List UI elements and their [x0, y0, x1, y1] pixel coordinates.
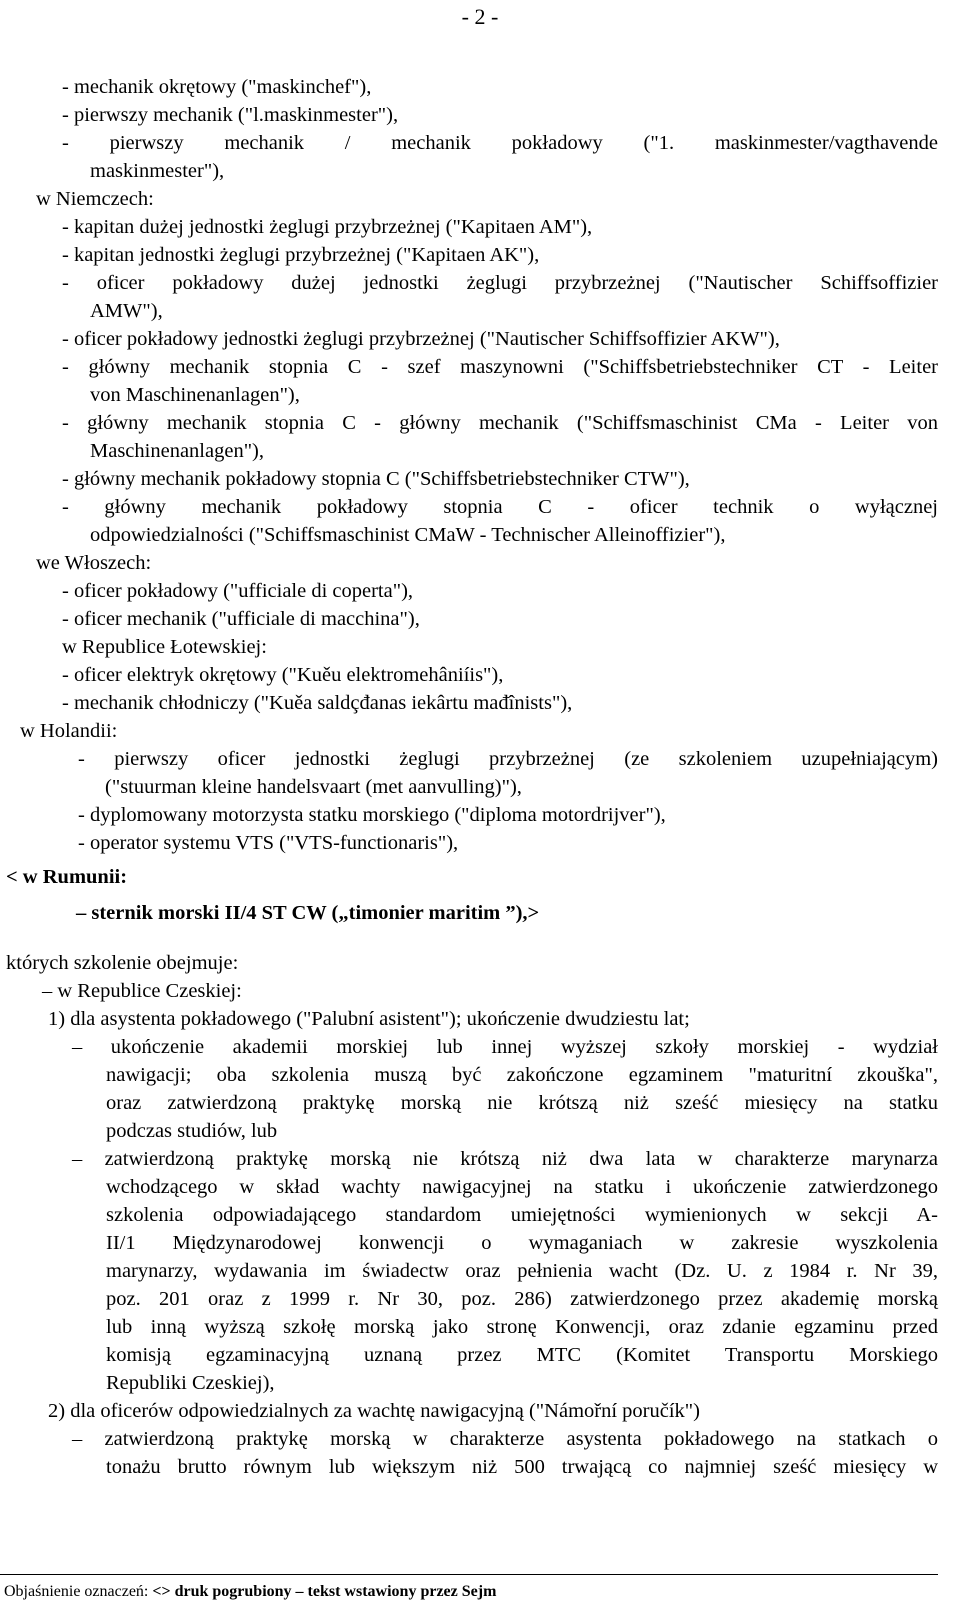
text-line: tonażu brutto równym lub większym niż 500 trwającą co najmniej sześć miesięcy w — [106, 1456, 938, 1478]
text-line: w Niemczech: — [36, 188, 154, 210]
footnote-bold: <> druk pogrubiony – tekst wstawiony przez Sejm — [152, 1583, 497, 1600]
text-line: których szkolenie obejmuje: — [6, 952, 239, 974]
text-line: – ukończenie akademii morskiej lub innej wyższej szkoły morskiej - wydział — [72, 1036, 938, 1058]
text-line: - główny mechanik stopnia C - szef maszynowni ("Schiffsbetriebstechniker CT - Leiter — [62, 356, 938, 378]
text-line: wchodzącego w skład wachty nawigacyjnej na statku i ukończenie zatwierdzonego — [106, 1176, 938, 1198]
text-line: II/1 Międzynarodowej konwencji o wymaganiach w zakresie wyszkolenia — [106, 1232, 938, 1254]
text-line: lub inną wyższą szkołę morską jako stronę Konwencji, oraz zdanie egzaminu przed — [106, 1316, 938, 1338]
text-line: komisją egzaminacyjną uznaną przez MTC (Komitet Transportu Morskiego — [106, 1344, 938, 1366]
text-line: - kapitan dużej jednostki żeglugi przybrzeżnej ("Kapitaen AM"), — [62, 216, 593, 238]
text-line: - główny mechanik pokładowy stopnia C - oficer technik o wyłącznej — [62, 496, 938, 518]
text-line: – zatwierdzoną praktykę morską nie krótszą niż dwa lata w charakterze marynarza — [72, 1148, 938, 1170]
text-line: - pierwszy oficer jednostki żeglugi przybrzeżnej (ze szkoleniem uzupełniającym) — [78, 748, 938, 770]
text-line: oraz zatwierdzoną praktykę morską nie krótszą niż sześć miesięcy na statku — [106, 1092, 938, 1114]
text-line: - główny mechanik stopnia C - główny mechanik ("Schiffsmaschinist CMa - Leiter von — [62, 412, 938, 434]
text-line: we Włoszech: — [36, 552, 152, 574]
text-line: von Maschinenanlagen"), — [90, 384, 300, 406]
text-line: - pierwszy mechanik ("l.maskinmester"), — [62, 104, 399, 126]
text-line: ("stuurman kleine handelsvaart (met aanvulling)"), — [105, 776, 522, 798]
page-number: - 2 - — [461, 4, 499, 29]
text-line: - oficer pokładowy jednostki żeglugi przybrzeżnej ("Nautischer Schiffsoffizier AKW"), — [62, 328, 780, 350]
text-line: - oficer mechanik ("ufficiale di macchina"), — [62, 608, 420, 630]
text-line: - oficer elektryk okrętowy ("Kuěu elektromehâniíis"), — [62, 664, 504, 686]
text-line: 2) dla oficerów odpowiedzialnych za wachtę nawigacyjną ("Námořní poručík") — [48, 1400, 700, 1422]
text-line: - dyplomowany motorzysta statku morskiego ("diploma motordrijver"), — [78, 804, 666, 826]
text-line: odpowiedzialności ("Schiffsmaschinist CMaW - Technischer Alleinoffizier"), — [90, 524, 726, 546]
text-line: Maschinenanlagen"), — [90, 440, 265, 462]
text-line: Republiki Czeskiej), — [106, 1372, 275, 1394]
footnote-prefix: Objaśnienie oznaczeń: — [4, 1583, 149, 1600]
text-line: - mechanik okrętowy ("maskinchef"), — [62, 76, 372, 98]
text-line: nawigacji; oba szkolenia muszą być zakończone egzaminem "maturitní zkouška", — [106, 1064, 938, 1086]
text-line: – sternik morski II/4 ST CW („timonier maritim ”),> — [76, 902, 540, 924]
text-line: maskinmester"), — [90, 160, 225, 182]
text-line: - kapitan jednostki żeglugi przybrzeżnej ("Kapitaen AK"), — [62, 244, 540, 266]
text-line: w Republice Łotewskiej: — [62, 636, 267, 658]
text-line: - główny mechanik pokładowy stopnia C ("Schiffsbetriebstechniker CTW"), — [62, 468, 690, 490]
footnote — [4, 1582, 496, 1602]
text-line: - mechanik chłodniczy ("Kuěa saldçđanas iekârtu mađînists"), — [62, 692, 573, 714]
text-line: - pierwszy mechanik / mechanik pokładowy ("1. maskinmester/vagthavende — [62, 132, 938, 154]
text-line: podczas studiów, lub — [106, 1120, 278, 1142]
text-line: poz. 201 oraz z 1999 r. Nr 30, poz. 286) zatwierdzonego przez akademię morską — [106, 1288, 938, 1310]
text-line: marynarzy, wydawania im świadectw oraz pełnienia wacht (Dz. U. z 1984 r. Nr 39, — [106, 1260, 938, 1282]
text-line: – w Republice Czeskiej: — [42, 980, 242, 1002]
text-line: w Holandii: — [20, 720, 118, 742]
text-line: AMW"), — [90, 300, 163, 322]
text-line: 1) dla asystenta pokładowego ("Palubní asistent"); ukończenie dwudziestu lat; — [48, 1008, 690, 1030]
footnote-rule — [0, 1574, 938, 1575]
text-line: - operator systemu VTS ("VTS-functionaris"), — [78, 832, 459, 854]
text-line: szkolenia odpowiadającego standardom umiejętności wymienionych w sekcji A- — [106, 1204, 938, 1226]
text-line: - oficer pokładowy dużej jednostki żeglugi przybrzeżnej ("Nautischer Schiffsoffizier — [62, 272, 938, 294]
text-line: – zatwierdzoną praktykę morską w charakterze asystenta pokładowego na statkach o — [72, 1428, 938, 1450]
text-line: < w Rumunii: — [6, 866, 128, 888]
text-line: - oficer pokładowy ("ufficiale di coperta"), — [62, 580, 414, 602]
